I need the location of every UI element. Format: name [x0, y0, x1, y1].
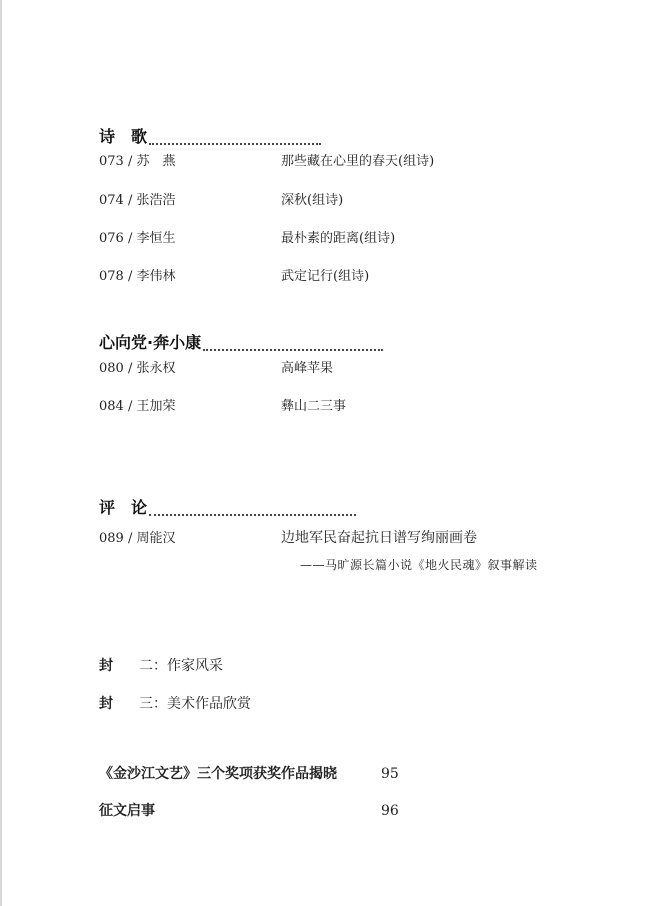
cover-label: 封 — [99, 658, 113, 674]
special-title: 《金沙江文艺》三个奖项获奖作品揭晓 — [99, 766, 337, 782]
entry-subtitle: ——马旷源长篇小说《地火民魂》叙事解读 — [300, 558, 538, 572]
section-heading-poetry — [99, 124, 321, 147]
dotted-leader — [149, 143, 321, 145]
cover-label: 封 — [99, 696, 113, 712]
cover-three — [99, 693, 251, 713]
section-title: 诗 歌 — [99, 127, 148, 146]
toc-entry[interactable] — [99, 230, 395, 248]
entry-author: 084 / 王加荣 — [99, 399, 176, 414]
entry-author: 089 / 周能汉 — [99, 531, 176, 546]
special-page: 95 — [381, 766, 399, 782]
toc-entry[interactable] — [99, 192, 343, 210]
entry-title: 那些藏在心里的春天(组诗) — [281, 154, 435, 169]
entry-title: 边地军民奋起抗日谱写绚丽画卷 — [281, 530, 477, 546]
entry-title: 最朴素的距离(组诗) — [281, 231, 396, 246]
entry-author: 080 / 张永权 — [99, 361, 176, 376]
toc-entry[interactable] — [99, 360, 333, 378]
entry-author: 074 / 张浩浩 — [99, 193, 176, 208]
section-title: 心向党·奔小康 — [99, 333, 202, 352]
entry-title: 深秋(组诗) — [281, 193, 344, 208]
page-edge — [0, 0, 2, 906]
cover-two — [99, 655, 223, 675]
section-heading-party — [99, 330, 383, 353]
special-entry-call[interactable] — [99, 800, 399, 820]
special-entry-awards[interactable] — [99, 763, 399, 783]
entry-title: 武定记行(组诗) — [281, 269, 370, 284]
cover-text: 二：作家风采 — [139, 658, 223, 674]
special-title: 征文启事 — [99, 803, 155, 819]
toc-entry[interactable] — [99, 153, 434, 171]
special-page: 96 — [381, 803, 399, 819]
entry-author: 073 / 苏 燕 — [99, 154, 176, 169]
section-title: 评 论 — [99, 498, 148, 517]
toc-entry[interactable] — [99, 529, 477, 547]
entry-title: 高峰苹果 — [281, 361, 334, 376]
entry-author: 078 / 李伟林 — [99, 269, 176, 284]
toc-entry[interactable] — [99, 398, 346, 416]
dotted-leader — [203, 349, 383, 351]
cover-text: 三：美术作品欣赏 — [139, 696, 251, 712]
entry-author: 076 / 李恒生 — [99, 231, 176, 246]
toc-entry[interactable] — [99, 268, 369, 286]
dotted-leader — [149, 514, 356, 516]
section-heading-criticism — [99, 495, 356, 518]
entry-title: 彝山二三事 — [281, 399, 347, 414]
